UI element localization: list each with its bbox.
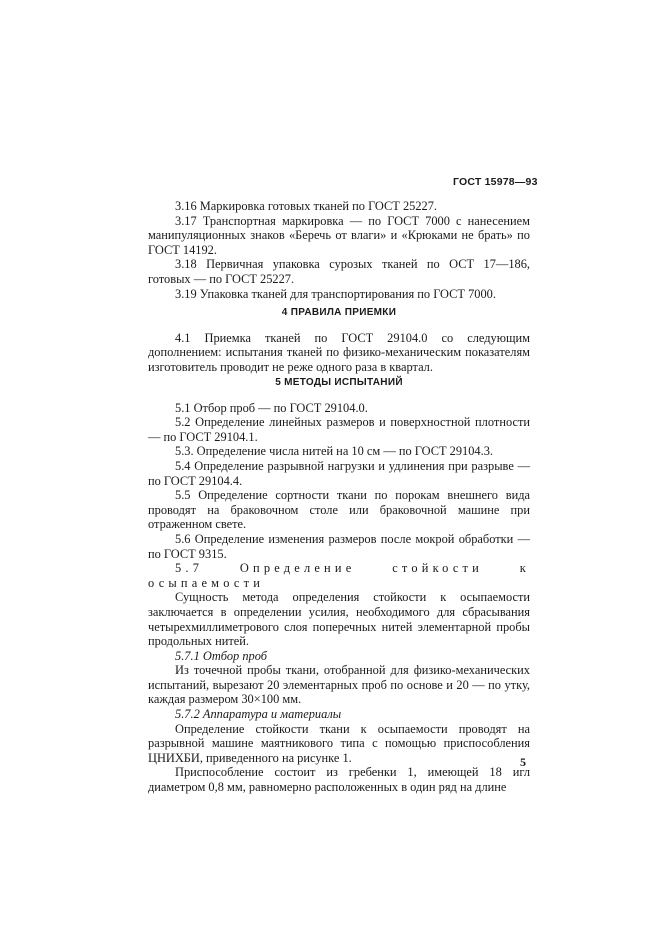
paragraph-5-1: 5.1 Отбор проб — по ГОСТ 29104.0. xyxy=(175,400,368,415)
paragraph-5-7-1-title: 5.7.1 Отбор проб xyxy=(175,648,267,663)
section-5-heading: 5 МЕТОДЫ ИСПЫТАНИЙ xyxy=(275,377,403,388)
paragraph-3-16: 3.16 Маркировка готовых тканей по ГОСТ 25227. xyxy=(175,199,438,213)
paragraph-5-5: 5.5 Определение сортности ткани по порокам внешнего вида проводят на браковочном столе или браковочной машине при отраженном свете. xyxy=(148,488,530,532)
paragraph-5-6: 5.6 Определение изменения размеров после мокрой обработки — по ГОСТ 9315. xyxy=(148,531,530,561)
paragraph-3-17: 3.17 Транспортная маркировка — по ГОСТ 7000 с нанесением манипуляционных знаков «Беречь от влаги» и «Крюками не брать» по ГОСТ 14192. xyxy=(148,213,530,257)
section-3-block xyxy=(148,199,530,301)
section-5-block xyxy=(148,376,530,795)
paragraph-5-7-text: Сущность метода определения стойкости к осыпаемости заключается в определении усилия, необходимого для сбрасывания четырехмиллиметрового слоя поперечных нитей элементарной пробы продольных нитей. xyxy=(148,590,530,649)
paragraph-5-7-2-title: 5.7.2 Аппаратура и материалы xyxy=(175,707,342,722)
paragraph-5-7-2-text2: Приспособление состоит из гребенки 1, имеющей 18 игл диаметром 0,8 мм, равномерно расположенных в один ряд на длине xyxy=(148,765,530,795)
doc-code-header: ГОСТ 15978—93 xyxy=(453,176,538,188)
paragraph-4-1: 4.1 Приемка тканей по ГОСТ 29104.0 со следующим дополнением: испытания тканей по физико-механическим показателям изготовитель проводит не реже одного раза в квартал. xyxy=(148,330,530,374)
paragraph-5-4: 5.4 Определение разрывной нагрузки и удлинения при разрыве — по ГОСТ 29104.4. xyxy=(148,458,530,488)
paragraph-3-19: 3.19 Упаковка тканей для транспортирования по ГОСТ 7000. xyxy=(175,286,496,301)
section-4-block xyxy=(148,306,530,374)
section-4-heading: 4 ПРАВИЛА ПРИЕМКИ xyxy=(281,307,397,318)
paragraph-5-2: 5.2 Определение линейных размеров и поверхностной плотности — по ГОСТ 29104.1. xyxy=(148,415,530,444)
paragraph-5-7-1-text: Из точечной пробы ткани, отобранной для физико-механических испытаний, вырезают 20 элементарных проб по основе и 20 — по утку, каждая размером 30×100 мм. xyxy=(148,663,530,707)
paragraph-5-7-title: 5.7 Определение стойкости к осыпаемости xyxy=(148,561,530,590)
paragraph-5-7-2-text: Определение стойкости ткани к осыпаемости проводят на разрывной машине маятникового типа с помощью приспособления ЦНИХБИ, приведенного на рисунке 1. xyxy=(148,721,530,765)
paragraph-5-3: 5.3. Определение числа нитей на 10 см — по ГОСТ 29104.3. xyxy=(175,444,494,459)
paragraph-3-18: 3.18 Первичная упаковка сурозых тканей по ОСТ 17—186, готовых — по ГОСТ 25227. xyxy=(148,257,530,286)
page-number: 5 xyxy=(520,755,526,769)
